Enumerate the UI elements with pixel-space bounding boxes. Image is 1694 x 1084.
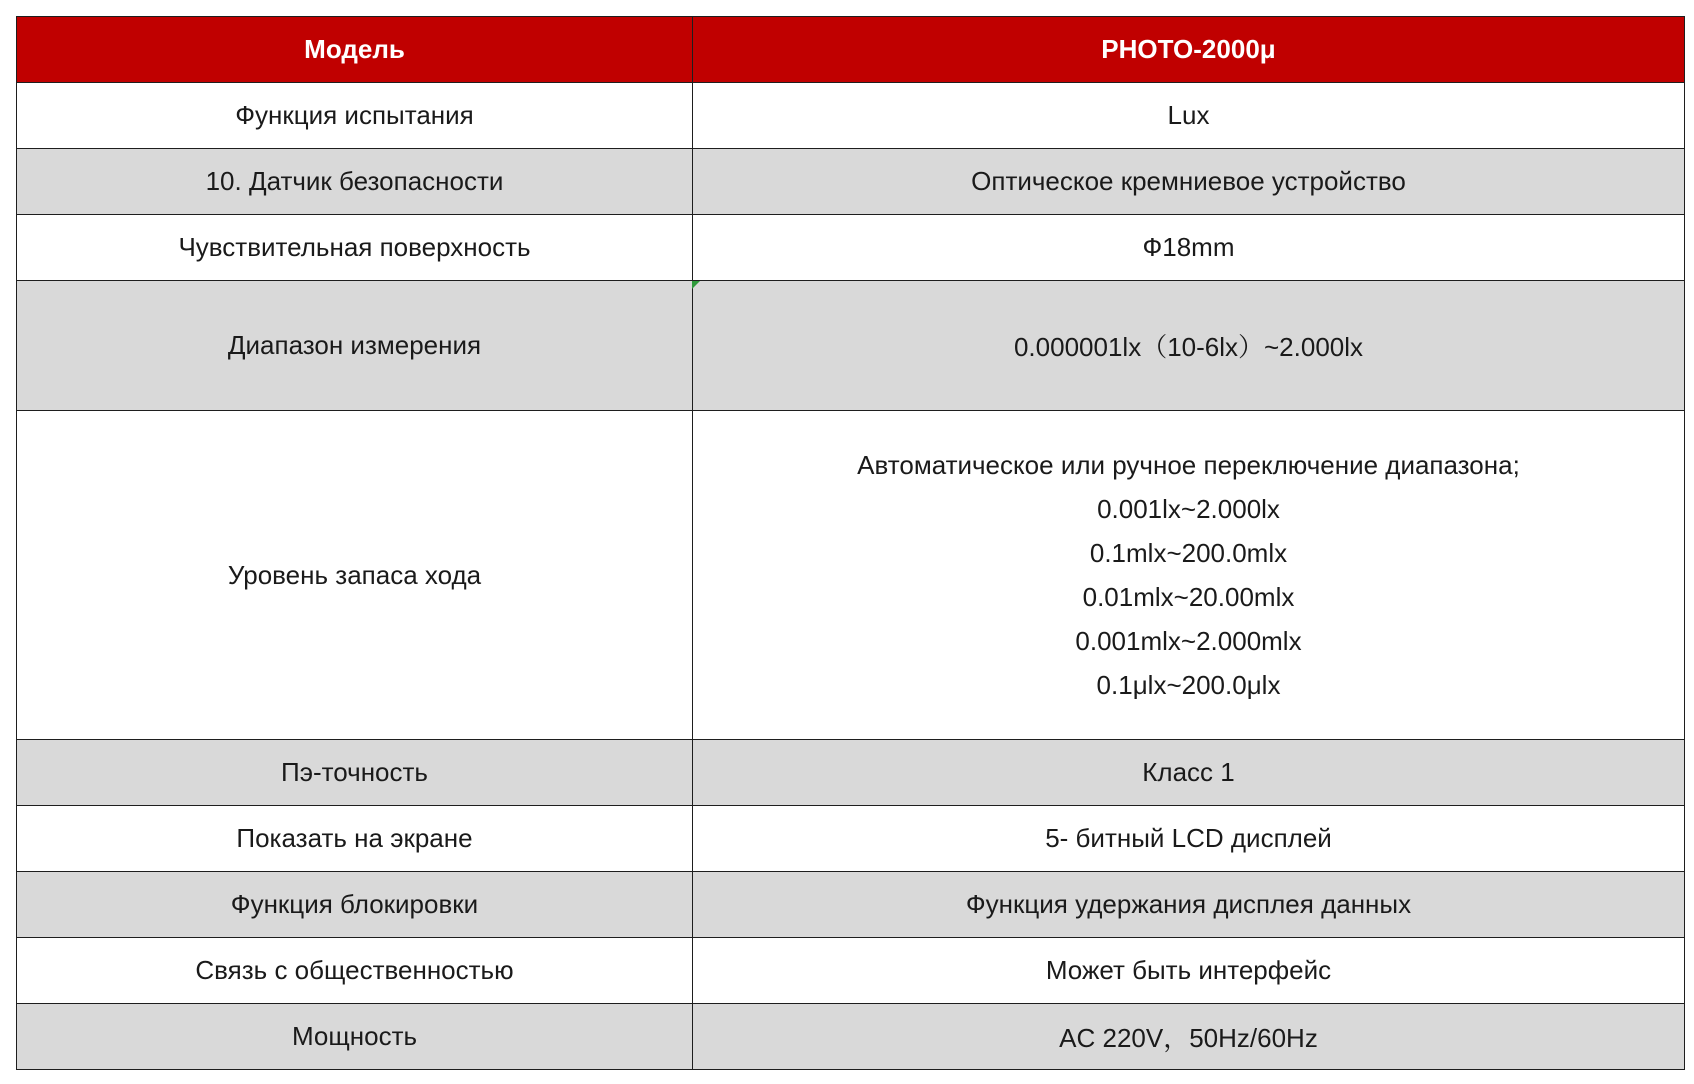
value-cell: Ф18mm [693, 215, 1685, 281]
range-line: 0.1mlx~200.0mlx [1089, 538, 1288, 568]
param-cell: 10. Датчик безопасности [17, 149, 693, 215]
param-cell: Пэ-точность [17, 740, 693, 806]
range-line: 0.001mlx~2.000mlx [1075, 626, 1302, 656]
value-cell: 5- битный LCD дисплей [693, 806, 1685, 872]
range-line: Автоматическое или ручное переключение диапазона; [857, 450, 1520, 480]
table-row [17, 938, 1685, 1004]
spec-table [16, 16, 1685, 1070]
table-row [17, 215, 1685, 281]
table-header [17, 17, 1685, 83]
table-row [17, 149, 1685, 215]
value-cell-multiline [693, 411, 1685, 740]
param-cell: Чувствительная поверхность [17, 215, 693, 281]
value-cell: Lux [693, 83, 1685, 149]
table-row [17, 83, 1685, 149]
table-row [17, 872, 1685, 938]
value-cell: AC 220V，50Hz/60Hz [693, 1004, 1685, 1070]
header-value-cell: PHOTO-2000μ [693, 17, 1685, 83]
table-row [17, 740, 1685, 806]
param-cell: Связь с общественностью [17, 938, 693, 1004]
table-row [17, 806, 1685, 872]
param-cell: Функция испытания [17, 83, 693, 149]
header-row [17, 17, 1685, 83]
value-cell: Класс 1 [693, 740, 1685, 806]
range-line: 0.1μlx~200.0μlx [1096, 670, 1281, 700]
header-param-cell: Модель [17, 17, 693, 83]
value-cell: 0.000001lx（10-6lx）~2.000lx [693, 281, 1685, 411]
table-row [17, 281, 1685, 411]
param-cell: Показать на экране [17, 806, 693, 872]
value-cell: Функция удержания дисплея данных [693, 872, 1685, 938]
cell-comment-marker-icon [692, 281, 700, 289]
value-cell: Оптическое кремниевое устройство [693, 149, 1685, 215]
table-body [17, 83, 1685, 1070]
param-cell: Уровень запаса хода [17, 411, 693, 740]
param-cell: Мощность [17, 1004, 693, 1070]
table-row [17, 1004, 1685, 1070]
table-row [17, 411, 1685, 740]
param-cell: Диапазон измерения [17, 281, 693, 411]
range-line: 0.001lx~2.000lx [1097, 494, 1280, 524]
range-line: 0.01mlx~20.00mlx [1082, 582, 1295, 612]
param-cell: Функция блокировки [17, 872, 693, 938]
value-cell: Может быть интерфейс [693, 938, 1685, 1004]
